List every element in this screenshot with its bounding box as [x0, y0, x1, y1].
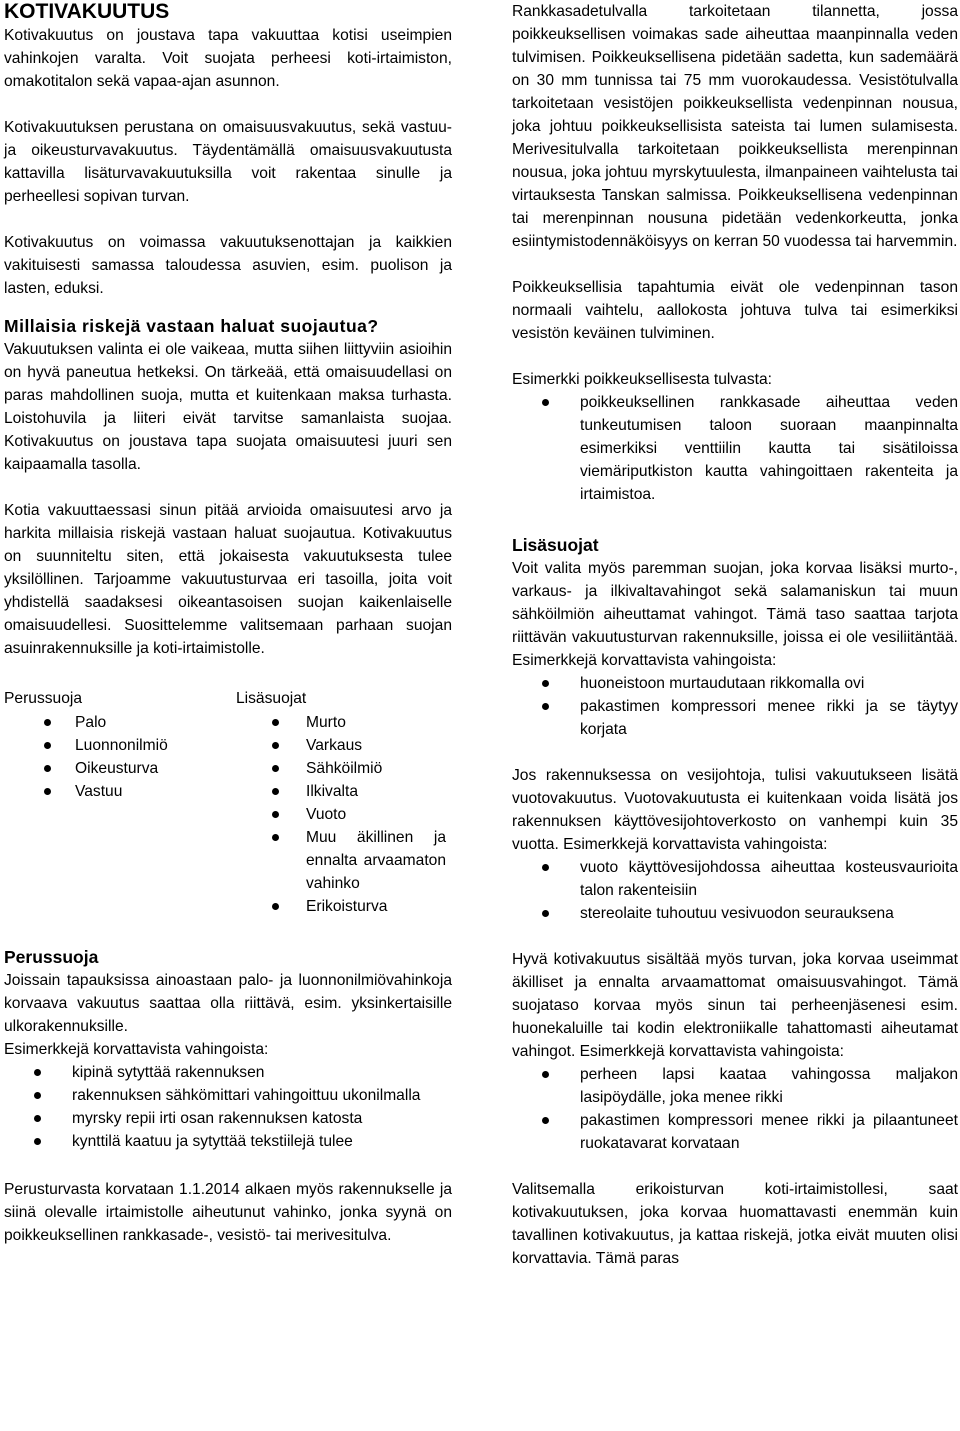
- extra-coverage-list: [236, 711, 446, 918]
- flood-coverage-paragraph: Perusturvasta korvataan 1.1.2014 alkaen myös rakennukselle ja siinä olevalle irtaimistolle aiheutunut vahinko, jonka syynä on poikkeuksellinen rankkasade-, vesistö- tai merivesitulva.: [4, 1181, 452, 1244]
- list-item: Erikoisturva: [236, 895, 446, 918]
- coverage-table: [4, 687, 452, 918]
- flood-definition-paragraph: Rankkasadetulvalla tarkoitetaan tilannetta, jossa poikkeuksellisen voimakas sade aiheuttaa maanpinnalla veden tulvimisen. Poikkeuksellisena pidetään sadetta, kun sademäärä on 30 mm tunnissa tai 75 mm vuorokaudessa. Vesistötulvalla tarkoitetaan vesistöjen poikkeuksellista vedenpinnan nousua, joka johtuu poikkeuksellisista sateista tai lumen sulamisesta. Merivesitulvalla tarkoitetaan poikkeuksellista merenpinnan nousua, joka johtuu myrskytuulesta, ilmanpaineen vaihtelusta tai virtauksesta Tanskan salmissa. Poikkeuksellisena vedenpinnan tai merenpinnan nousuna pidetään vedenkorkeutta, jonka esiintymistodennäköisyys on kerran 50 vuodessa tai harvemmin.: [512, 3, 958, 250]
- list-item: stereolaite tuhoutuu vesivuodon seurauksena: [512, 902, 958, 925]
- basic-examples-intro: Esimerkkejä korvattavista vahingoista:: [4, 1041, 269, 1058]
- list-item: Ilkivalta: [236, 780, 446, 803]
- list-item: Luonnonilmiö: [4, 734, 236, 757]
- risks-heading: Millaisia riskejä vastaan haluat suojautua?: [4, 316, 379, 336]
- basis-paragraph: Kotivakuutuksen perustana on omaisuusvakuutus, sekä vastuu- ja oikeusturvavakuutus. Täydentämällä omaisuusvakuutusta kattavilla lisäturvavakuutuksilla voit rakentaa sinulle ja perheellesi sopivan turvan.: [4, 119, 452, 205]
- basic-coverage-paragraph: Joissain tapauksissa ainoastaan palo- ja luonnonilmiövahinkoja korvaava vakuutus saattaa olla riittävä, esim. yksinkertaisille ulkorakennuksille.: [4, 972, 452, 1035]
- coverage-column-basic: [4, 687, 236, 918]
- list-item: Palo: [4, 711, 236, 734]
- list-item: Vuoto: [236, 803, 446, 826]
- list-item: huoneistoon murtaudutaan rikkomalla ovi: [512, 672, 958, 695]
- left-column: [4, 0, 452, 1247]
- list-item: pakastimen kompressori menee rikki ja pilaantuneet ruokatavarat korvataan: [512, 1109, 958, 1155]
- list-item: Oikeusturva: [4, 757, 236, 780]
- list-item: Varkaus: [236, 734, 446, 757]
- flood-example-list: [512, 391, 958, 506]
- flood-example-intro: Esimerkki poikkeuksellisesta tulvasta:: [512, 371, 772, 388]
- risks-paragraph: Vakuutuksen valinta ei ole vaikeaa, mutta siihen liittyviin asioihin on hyvä paneutua hetkeksi. On tärkeää, että omaisuudellasi on paras mahdollinen suoja, mutta et kuitenkaan maksa turhasta. Loistohuvila ja liiteri eivät tarvitse samanlaista suojaa. Kotivakuutus on joustava tapa suojata omaisuutesi juuri sen kaipaamalla tasolla.: [4, 341, 452, 473]
- special-coverage-paragraph: Valitsemalla erikoisturvan koti-irtaimistollesi, saat kotivakuutuksen, joka korvaa huomattavasti enemmän kuin tavallinen kotivakuutus, ja kattaa riskejä, jotka eivät muuten olisi korvattavia. Tämä paras: [512, 1181, 958, 1267]
- page-title: KOTIVAKUUTUS: [4, 0, 170, 23]
- coverage-column-extra: [236, 687, 446, 918]
- list-item: myrsky repii irti osan rakennuksen katosta: [4, 1107, 452, 1130]
- valuation-paragraph: Kotia vakuuttaessasi sinun pitää arvioida omaisuutesi arvo ja harkita millaisia riskejä vastaan haluat suojautua. Kotivakuutus on suunniteltu siten, että jokaisesta vakuutuksesta tulee yksilöllinen. Tarjoamme vakuutusturvaa eri tasoilla, joita voit yhdistellä saadaksesi oikeantasoisen suojan kaikenlaiselle omaisuudellesi. Suosittelemme valitsemaan parhaan suojan asuinrakennuksille ja koti-irtaimistolle.: [4, 502, 452, 657]
- sudden-damage-examples-list: [512, 1063, 958, 1155]
- basic-coverage-heading: Perussuoja: [4, 947, 99, 967]
- basic-coverage-list: [4, 711, 236, 803]
- sudden-damage-paragraph: Hyvä kotivakuutus sisältää myös turvan, joka korvaa useimmat äkilliset ja ennalta arvaamattomat omaisuusvahingot. Tämä suojataso korvaa myös sinun tai perheenjäsenesi esim. huonekaluille tai kodin elektroniikalle tahattomasti aiheutamat vahingot. Esimerkkejä korvattavista vahingoista:: [512, 951, 958, 1060]
- extra-coverage-paragraph: Voit valita myös paremman suojan, joka korvaa lisäksi murto-, varkaus- ja ilkivaltavahingot sekä salamaniskun tai muun sähköilmiön aiheuttamat vahingot. Tämä taso saattaa tarjota riittävän vakuutusturvan rakennuksille, joissa ei ole vesiliitäntää. Esimerkkejä korvattavista vahingoista:: [512, 560, 958, 669]
- intro-paragraph: Kotivakuutus on joustava tapa vakuuttaa kotisi useimpien vahinkojen varalta. Voit suojata perheesi koti-irtaimiston, omakotitalon sekä vapaa-ajan asunnon.: [4, 27, 452, 90]
- list-item: Murto: [236, 711, 446, 734]
- leak-coverage-paragraph: Jos rakennuksessa on vesijohtoja, tulisi vakuutukseen lisätä vuotovakuutus. Vuotovakuutusta ei kuitenkaan voida lisätä jos rakennuksen käyttövesijohtoverkosto on vanhempi kuin 35 vuotta. Esimerkkejä korvattavista vahingoista:: [512, 767, 958, 853]
- basic-examples-list: [4, 1061, 452, 1153]
- leak-examples-list: [512, 856, 958, 925]
- coverage-column-basic-heading: Perussuoja: [4, 690, 83, 707]
- list-item: vuoto käyttövesijohdossa aiheuttaa kosteusvaurioita talon rakenteisiin: [512, 856, 958, 902]
- list-item: rakennuksen sähkömittari vahingoittuu ukonilmalla: [4, 1084, 452, 1107]
- validity-paragraph: Kotivakuutus on voimassa vakuutuksenottajan ja kaikkien vakituisesti samassa taloudessa asuvien, esim. puolison ja lasten, eduksi.: [4, 234, 452, 297]
- list-item: kynttilä kaatuu ja sytyttää tekstiilejä tulee: [4, 1130, 452, 1153]
- right-column: [512, 0, 958, 1270]
- list-item: pakastimen kompressori menee rikki ja se täytyy korjata: [512, 695, 958, 741]
- list-item: Vastuu: [4, 780, 236, 803]
- list-item: kipinä sytyttää rakennuksen: [4, 1061, 452, 1084]
- list-item: Sähköilmiö: [236, 757, 446, 780]
- list-item: poikkeuksellinen rankkasade aiheuttaa veden tunkeutumisen taloon suoraan maanpinnalta esimerkiksi venttiilin kautta tai sisätiloissa viemäriputkiston kautta vahingoittaen rakenteita ja irtaimistoa.: [512, 391, 958, 506]
- list-item: Muu äkillinen ja ennalta arvaamaton vahinko: [236, 826, 446, 895]
- extra-examples-list: [512, 672, 958, 741]
- extra-coverage-heading: Lisäsuojat: [512, 535, 599, 555]
- coverage-column-extra-heading: Lisäsuojat: [236, 690, 307, 707]
- list-item: perheen lapsi kaataa vahingossa maljakon lasipöydälle, joka menee rikki: [512, 1063, 958, 1109]
- not-exceptional-paragraph: Poikkeuksellisia tapahtumia eivät ole vedenpinnan tason normaali vaihtelu, aallokosta johtuva tulva tai esimerkiksi vesistön keväinen tulviminen.: [512, 279, 958, 342]
